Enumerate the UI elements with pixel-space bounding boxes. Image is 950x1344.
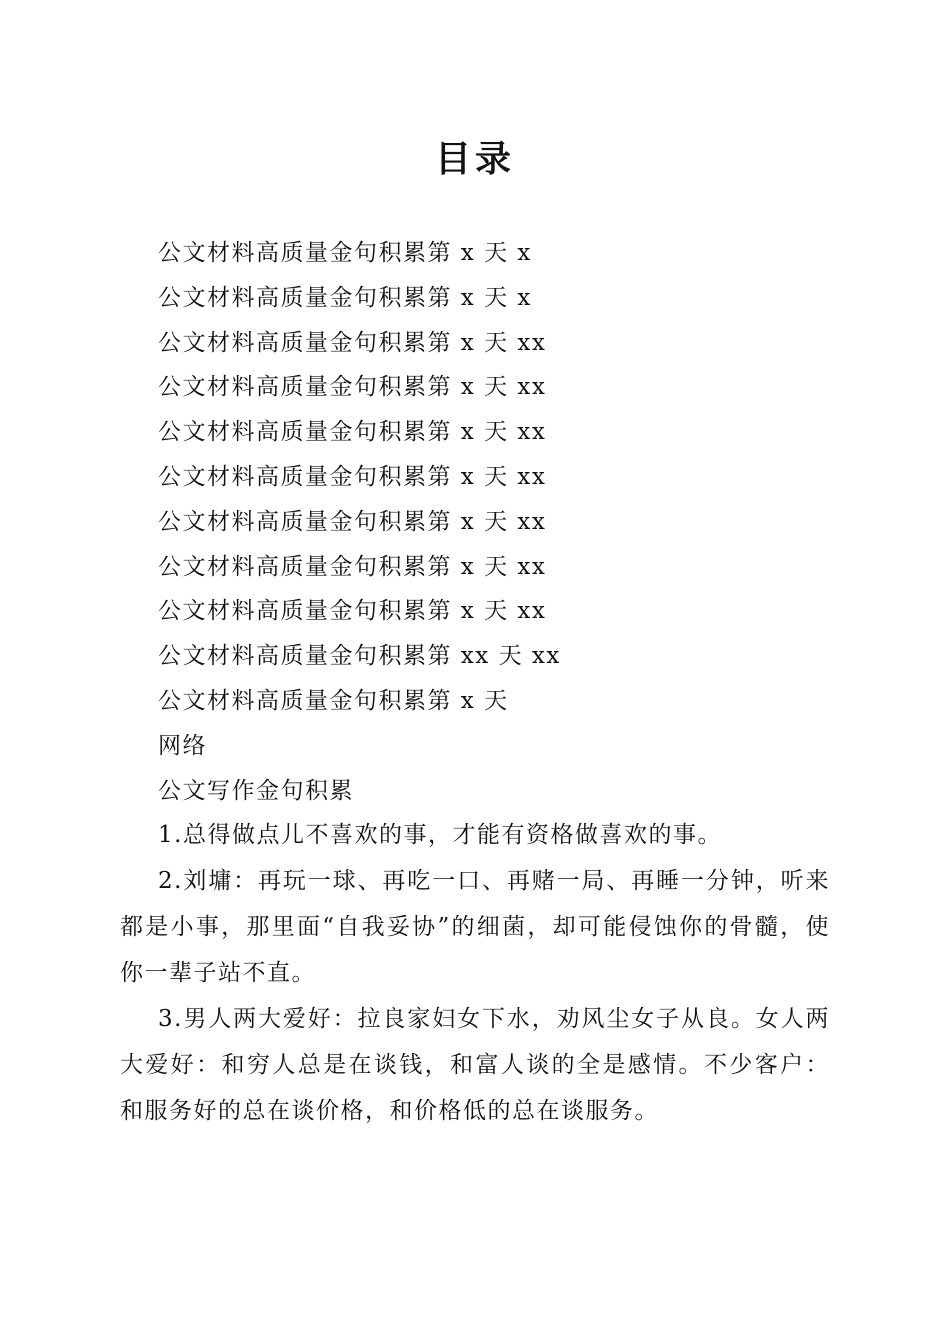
toc-item[interactable]: 公文写作金句积累 bbox=[158, 777, 354, 804]
paragraph: 3.男人两大爱好：拉良家妇女下水，劝风尘女子从良。女人两大爱好：和穷人总是在谈钱，和富人谈的全是感情。不少客户：和服务好的总在谈价格，和价格低的总在谈服务。 bbox=[120, 1006, 830, 1124]
toc-item[interactable]: 公文材料高质量金句积累第 x 天 xx bbox=[158, 374, 547, 401]
toc-item[interactable]: 公文材料高质量金句积累第 x 天 xx bbox=[158, 553, 547, 580]
toc-item[interactable]: 公文材料高质量金句积累第 x 天 bbox=[158, 687, 509, 714]
toc-item[interactable]: 公文材料高质量金句积累第 xx 天 xx bbox=[158, 643, 561, 670]
toc-item[interactable]: 公文材料高质量金句积累第 x 天 xx bbox=[158, 508, 547, 535]
toc-item[interactable]: 公文材料高质量金句积累第 x 天 x bbox=[158, 240, 532, 266]
table-of-contents bbox=[158, 231, 838, 813]
toc-item[interactable]: 公文材料高质量金句积累第 x 天 xx bbox=[158, 598, 547, 625]
paragraph: 2.刘墉：再玩一球、再吃一口、再赌一局、再睡一分钟，听来都是小事，那里面“自我妥协”的细菌，却可能侵蚀你的骨髓，使你一辈子站不直。 bbox=[120, 868, 830, 986]
paragraph: 1.总得做点儿不喜欢的事，才能有资格做喜欢的事。 bbox=[158, 822, 722, 848]
page-title: 目录 bbox=[434, 139, 515, 180]
toc-item[interactable]: 公文材料高质量金句积累第 x 天 xx bbox=[158, 419, 547, 446]
toc-item[interactable]: 网络 bbox=[158, 732, 207, 759]
body-text bbox=[120, 812, 830, 1134]
toc-item[interactable]: 公文材料高质量金句积累第 x 天 xx bbox=[158, 329, 547, 356]
toc-item[interactable]: 公文材料高质量金句积累第 x 天 x bbox=[158, 284, 532, 311]
toc-item[interactable]: 公文材料高质量金句积累第 x 天 xx bbox=[158, 463, 547, 490]
